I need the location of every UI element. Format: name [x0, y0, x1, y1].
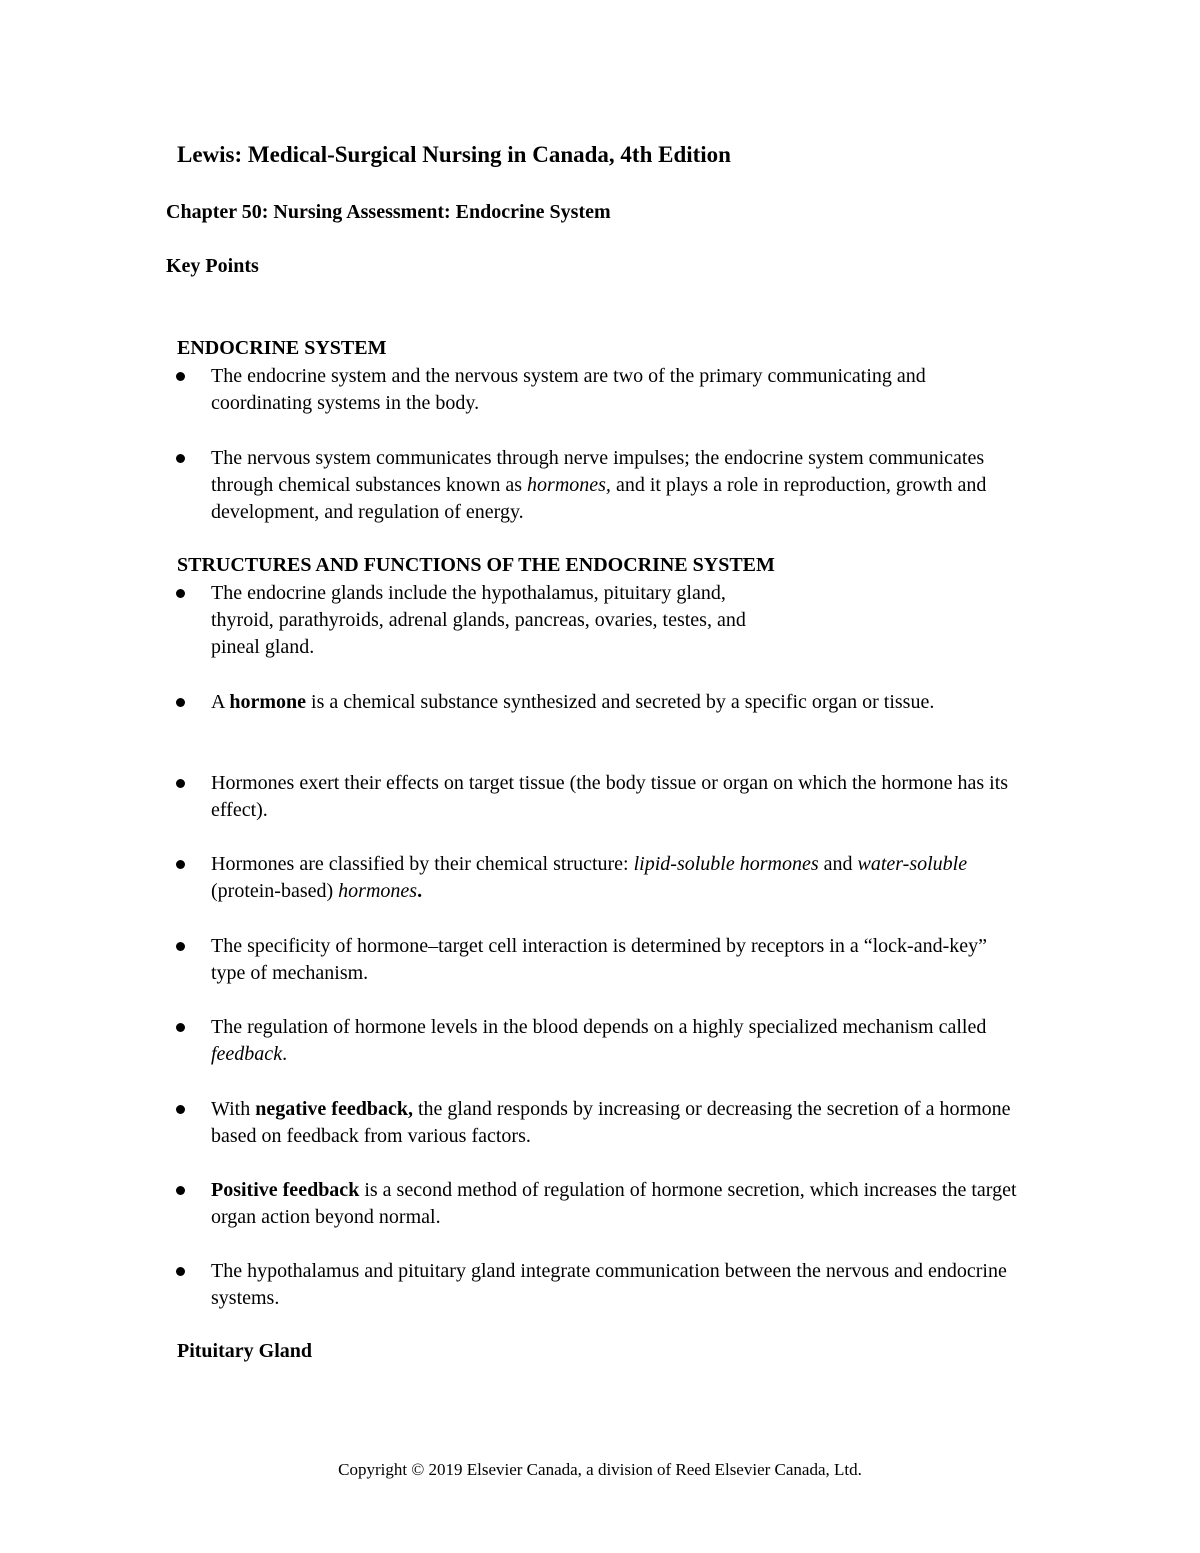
bullet-icon: [176, 942, 185, 951]
section-heading-endocrine-system: ENDOCRINE SYSTEM: [177, 337, 387, 359]
list-item: [176, 1014, 1026, 1068]
list-item: [176, 770, 1026, 824]
list-item: [176, 1096, 1026, 1150]
list-item: [176, 1177, 1026, 1231]
bullet-text: The endocrine glands include the hypothalamus, pituitary gland, thyroid, parathyroids, adrenal glands, pancreas, ovaries, testes, and pineal gland.: [211, 582, 746, 658]
feedback-term: feedback: [211, 1043, 283, 1065]
list-item: [176, 1258, 1026, 1312]
negative-feedback-term: negative feedback,: [255, 1098, 413, 1120]
section-heading-structures-and-functions: STRUCTURES AND FUNCTIONS OF THE ENDOCRINE SYSTEM: [177, 554, 775, 576]
bullet-text: Hormones are classified by their chemical structure: lipid-soluble hormones and water-soluble (protein-based) hormones.: [211, 853, 968, 902]
bullet-icon: [176, 1186, 185, 1195]
bullet-icon: [176, 454, 185, 463]
bullet-text: Hormones exert their effects on target tissue (the body tissue or organ on which the hormone has its effect).: [211, 772, 1009, 821]
bullet-text: The hypothalamus and pituitary gland integrate communication between the nervous and endocrine systems.: [211, 1260, 1007, 1309]
bullet-text: The nervous system communicates through nerve impulses; the endocrine system communicates through chemical substances known as hormones, and it plays a role in reproduction, growth and development, and regulation of energy.: [211, 447, 987, 523]
list-item: [176, 933, 1026, 987]
section-heading-pituitary-gland: Pituitary Gland: [177, 1340, 313, 1362]
bullet-icon: [176, 1105, 185, 1114]
list-item: [176, 851, 1026, 905]
list-item: [176, 363, 1026, 417]
bullet-icon: [176, 779, 185, 788]
list-item: [176, 580, 1026, 661]
chapter-title: Chapter 50: Nursing Assessment: Endocrine System: [166, 201, 611, 223]
bullet-icon: [176, 1267, 185, 1276]
bullet-text: Positive feedback is a second method of regulation of hormone secretion, which increases the target organ action beyond normal.: [211, 1179, 1017, 1228]
bullet-text: The regulation of hormone levels in the blood depends on a highly specialized mechanism called feedback.: [211, 1016, 987, 1065]
bullet-text: The endocrine system and the nervous system are two of the primary communicating and coordinating systems in the body.: [211, 365, 926, 414]
bullet-text: The specificity of hormone–target cell interaction is determined by receptors in a “lock-and-key” type of mechanism.: [211, 935, 987, 984]
key-points-label: Key Points: [166, 255, 259, 277]
copyright-footer: Copyright © 2019 Elsevier Canada, a division of Reed Elsevier Canada, Ltd.: [338, 1460, 862, 1479]
bullet-icon: [176, 589, 185, 598]
positive-feedback-term: Positive feedback: [211, 1179, 360, 1201]
bullet-text: With negative feedback, the gland responds by increasing or decreasing the secretion of a hormone based on feedback from various factors.: [211, 1098, 1011, 1147]
bullet-icon: [176, 860, 185, 869]
bullet-text: A hormone is a chemical substance synthesized and secreted by a specific organ or tissue.: [211, 691, 935, 713]
hormones-term: hormones,: [527, 474, 611, 496]
list-item: [176, 689, 1026, 716]
list-item: [176, 445, 1026, 526]
bullet-icon: [176, 1023, 185, 1032]
hormone-term: hormone: [229, 691, 307, 713]
bullet-icon: [176, 372, 185, 381]
bullet-icon: [176, 698, 185, 707]
book-title: Lewis: Medical-Surgical Nursing in Canada, 4th Edition: [177, 142, 731, 167]
